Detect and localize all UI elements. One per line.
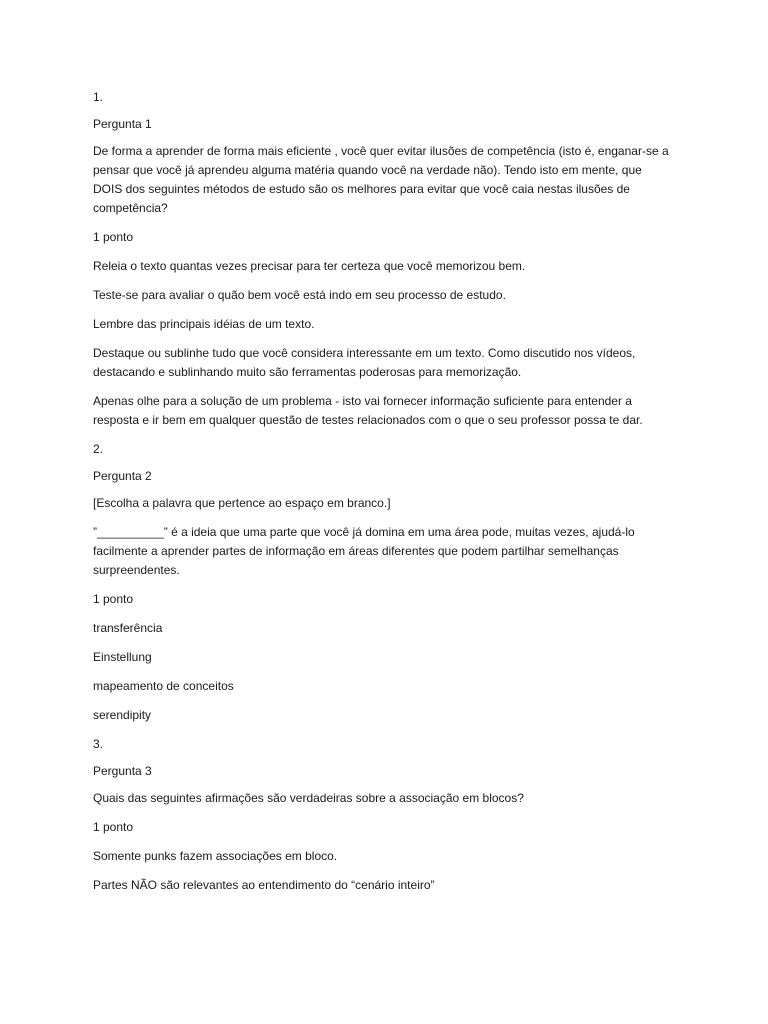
question-points: 1 ponto (93, 230, 134, 244)
question-points: 1 ponto (93, 592, 134, 606)
answer-option: Somente punks fazem associações em bloco. (93, 849, 338, 863)
question-number: 2. (93, 442, 104, 456)
document-content (93, 88, 673, 905)
question-2 (93, 440, 673, 725)
question-title: Pergunta 1 (93, 117, 152, 131)
question-number: 3. (93, 737, 104, 751)
question-text: Quais das seguintes afirmações são verdadeiras sobre a associação em blocos? (93, 791, 524, 805)
answer-option: Releia o texto quantas vezes precisar para ter certeza que você memorizou bem. (93, 259, 526, 273)
answer-option: Lembre das principais idéias de um texto. (93, 317, 315, 331)
question-3 (93, 735, 673, 895)
question-1 (93, 88, 673, 430)
question-instruction: [Escolha a palavra que pertence ao espaço em branco.] (93, 496, 391, 510)
question-title: Pergunta 2 (93, 469, 152, 483)
answer-option: mapeamento de conceitos (93, 679, 234, 693)
answer-option: Destaque ou sublinhe tudo que você considera interessante em um texto. Como discutido nos vídeos, destacando e sublinhando muito são ferramentas poderosas para memorização. (93, 346, 636, 379)
answer-option: Einstellung (93, 650, 152, 664)
answer-option: serendipity (93, 708, 152, 722)
question-text: De forma a aprender de forma mais eficiente , você quer evitar ilusões de competência (isto é, enganar-se a pensar que você já aprendeu alguma matéria quando você na verdade não). Tendo isto em mente, que DOIS dos seguintes métodos de estudo são os melhores para evitar que você caia nestas ilusões de competência? (93, 144, 669, 215)
answer-option: Apenas olhe para a solução de um problema - isto vai fornecer informação suficiente para entender a resposta e ir bem em qualquer questão de testes relacionados com o que o seu professor possa te dar. (93, 394, 643, 427)
answer-option: transferência (93, 621, 163, 635)
answer-option: Partes NÃO são relevantes ao entendimento do “cenário inteiro” (93, 878, 435, 892)
answer-option: Teste-se para avaliar o quão bem você está indo em seu processo de estudo. (93, 288, 506, 302)
question-title: Pergunta 3 (93, 764, 152, 778)
question-points: 1 ponto (93, 820, 134, 834)
question-text: ”__________” é a ideia que uma parte que você já domina em uma área pode, muitas vezes, ajudá-lo facilmente a aprender partes de informação em áreas diferentes que podem partilhar semelhanças surpreendentes. (93, 525, 635, 577)
question-number: 1. (93, 90, 104, 104)
